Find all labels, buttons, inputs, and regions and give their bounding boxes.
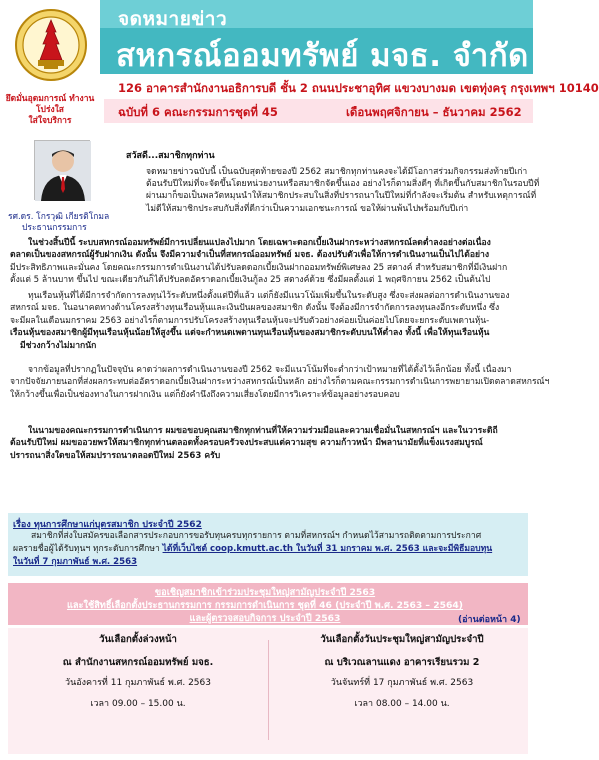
p1-line: จดหมายข่าวฉบับนี้ เป็นฉบับสุดท้ายของปี 2562 สมาชิกทุกท่านคงจะได้มีโอกาสร่วมกิจกรรมส่งท้ายปีเก่า bbox=[146, 167, 528, 177]
p2-line: ตั้งแต่ 5 ล้านบาท ขึ้นไป ขณะเดียวกันก็ได้ปรับลดอัตราดอกเบี้ยเงินกู้ลง 25 สตางค์ด้วย ซึ่งมีผลตั้งแต่ 1 พฤศจิกายน 2562 เป็นต้นไป bbox=[10, 275, 491, 286]
p4-line: จากข้อมูลที่ปรากฏในปัจจุบัน คาดว่าผลการดำเนินงานของปี 2562 จะมีแนวโน้มที่จะต่ำกว่าเป้าหมายที่ได้ตั้งไว้เล็กน้อย ทั้งนี้ เนื่องมา bbox=[28, 365, 512, 375]
scholarship-line-2 bbox=[13, 543, 523, 556]
p4-line: จากปัจจัยภายนอกที่ส่งผลกระทบต่ออัตราดอกเบี้ยเงินฝากระหว่างสหกรณ์เป็นหลัก อย่างไรก็ตามคณะกรรมการดำเนินการพยายามเปิดตลาดสหกรณ์ฯ bbox=[10, 377, 550, 388]
letter-greeting: สวัสดี...สมาชิกทุกท่าน bbox=[126, 151, 215, 161]
p4-line: ให้กว้างขึ้นเพื่อเป็นช่องทางในการฝากเงิน แต่ก็ยังคำนึงถึงความเสี่ยงโดยมีการวิเคราะห์ข้อมูลอย่างรอบคอบ bbox=[10, 389, 400, 400]
p3-line: มีช่วงกว้างไม่มากนัก bbox=[20, 340, 97, 351]
person-portrait-icon bbox=[35, 141, 91, 201]
scholarship-website-link[interactable]: ได้ที่เว็บไซต์ coop.kmutt.ac.th ในวันที่ 31 มกราคม พ.ศ. 2563 และจะมีพิธีมอบทุน bbox=[162, 544, 493, 554]
issue-number: ฉบับที่ 6 คณะกรรมการชุดที่ 45 bbox=[118, 105, 278, 119]
motto-line-1: ยึดมั่นอุดมการณ์ ทำงานโปร่งใส bbox=[5, 94, 95, 115]
motto-line-2: ใส่ใจบริการ bbox=[28, 116, 72, 126]
p1-line: ผ่านมาก็ขอเป็นพลวัตหมุนนำให้สมาชิกประสบในสิ่งที่ปรารถนาในปีใหม่ที่กำลังจะเริ่มต้น สำหรับเหตุการณ์ที่ bbox=[146, 191, 537, 202]
advance-vote-date: วันอังคารที่ 11 กุมภาพันธ์ พ.ศ. 2563 bbox=[65, 678, 211, 688]
advance-vote-place: ณ สำนักงานสหกรณ์ออมทรัพย์ มจธ. bbox=[62, 657, 214, 668]
advance-vote-column bbox=[18, 632, 258, 712]
p5-line: ปรารถนาสิ่งใดขอให้สมปรารถนาตลอดปีใหม่ 2563 ครับ bbox=[10, 450, 221, 461]
p5-line: ในนามของคณะกรรมการดำเนินการ ผมขอขอบคุณสมาชิกทุกท่านที่ให้ความร่วมมือและความเชื่อมั่นในสหกรณ์ฯ และในวาระดิถี bbox=[28, 426, 498, 436]
p1-line: ต้อนรับปีใหม่ที่จะจัดขึ้นโดยหน่วยงานหรือสมาชิกจัดขึ้นเอง อย่างไรก็ตามสิ่งดีๆ ที่เกิดขึ้นกับสมาชิกในรอบปีที่ bbox=[146, 179, 540, 189]
p3-line: สหกรณ์ มจธ. ในอนาคตทางด้านโครงสร้างทุนเรือนหุ้นและเงินปันผลของสมาชิก ดังนั้น จึงต้องมีการจำกัดการลงทุนลงอีกระดับหนึ่ง ซึ่ง bbox=[10, 303, 500, 314]
p3-line: จะมีผลในเดือนมกราคม 2563 อย่างไรก็ตามการปรับโครงสร้างทุนเรือนหุ้นจะปรับตัวอย่างค่อยเป็นค่อยไปโดยจะยกระดับเพดานหุ้น- bbox=[10, 315, 490, 326]
chairman-role: ประธานกรรมการ bbox=[22, 223, 87, 233]
chairman-photo bbox=[34, 140, 90, 200]
scholarship-line-3: ในวันที่ 7 กุมภาพันธ์ พ.ศ. 2563 bbox=[13, 557, 138, 567]
meeting-day-title: วันเลือกตั้งวันประชุมใหญ่สามัญประจำปี bbox=[320, 634, 484, 645]
letter-paragraph-5 bbox=[10, 425, 530, 462]
meeting-invite-text bbox=[40, 586, 490, 625]
letter-paragraph-1-cont bbox=[146, 178, 540, 215]
invite-line-3: และผู้ตรวจสอบกิจการ ประจำปี 2563 bbox=[189, 613, 341, 624]
p2-line: ตลาดเป็นของสหกรณ์ผู้รับฝากเงิน ดังนั้น จึงมีความจำเป็นที่สหกรณ์ออมทรัพย์ มจธ. ต้องปรับตัวเพื่อให้การดำเนินงานเป็นไปได้อย่าง bbox=[10, 250, 490, 261]
chairman-caption bbox=[8, 212, 120, 234]
letter-paragraph-2 bbox=[10, 237, 530, 287]
coop-motto bbox=[2, 94, 98, 127]
coop-address: 126 อาคารสำนักงานอธิการบดี ชั้น 2 ถนนประชาอุทิศ แขวงบางมด เขตทุ่งครุ กรุงเทพฯ 10140 bbox=[118, 81, 599, 95]
continued-note: (อ่านต่อหน้า 4) bbox=[458, 615, 521, 625]
scholarship-text bbox=[13, 530, 523, 569]
meeting-day-column bbox=[282, 632, 522, 712]
meeting-day-time: เวลา 08.00 – 14.00 น. bbox=[354, 699, 450, 709]
p2-line: ในช่วงสิ้นปีนี้ ระบบสหกรณ์ออมทรัพย์มีการเปลี่ยนแปลงไปมาก โดยเฉพาะดอกเบี้ยเงินฝากระหว่างสหกรณ์ลดต่ำลงอย่างต่อเนื่อง bbox=[28, 238, 491, 248]
letter-paragraph-3 bbox=[10, 290, 530, 352]
advance-vote-time: เวลา 09.00 – 15.00 น. bbox=[90, 699, 186, 709]
p2-line: มีประสิทธิภาพและมั่นคง โดยคณะกรรมการดำเนินงานได้ปรับลดดอกเบี้ยเงินฝากออมทรัพย์พิเศษลง 25 สตางค์ สำหรับสมาชิกที่มีเงินฝาก bbox=[10, 262, 508, 273]
newsletter-title: จดหมายข่าว bbox=[118, 8, 228, 30]
invite-line-2: และใช้สิทธิ์เลือกตั้งประธานกรรมการ กรรมการดำเนินการ ชุดที่ 46 (ประจำปี พ.ศ. 2563 – 2564) bbox=[66, 600, 463, 611]
p3-line: ทุนเรือนหุ้นที่ได้มีการจำกัดการลงทุนไว้ระดับหนึ่งตั้งแต่ปีที่แล้ว แต่ก็ยังมีแนวโน้มเพิ่มขึ้นในระดับสูง ซึ่งจะส่งผลต่อการดำเนินงานของ bbox=[28, 291, 510, 301]
letter-paragraph-4 bbox=[10, 364, 550, 401]
scholarship-line-1: สมาชิกที่ส่งใบสมัครขอเลือกสารประกอบการขอรับทุนครบทุกรายการ ตามที่สหกรณ์ฯ กำหนดไว้สามารถติดตามการประกาศ bbox=[31, 531, 482, 541]
column-divider bbox=[268, 640, 269, 740]
scholarship-line-2-a: ผลรายชื่อผู้ได้รับทุนฯ ทุกระดับการศึกษา bbox=[13, 544, 163, 554]
p5-line: ต้อนรับปีใหม่ ผมขออวยพรให้สมาชิกทุกท่านตลอดทั้งครอบครัวจงประสบแต่ความสุข ความก้าวหน้า มีพลานามัยที่แข็งแรงสมบูรณ์ bbox=[10, 438, 483, 449]
issue-date: เดือนพฤศจิกายน – ธันวาคม 2562 bbox=[346, 105, 522, 119]
p1-line: ไม่ดีให้สมาชิกประสบกับสิ่งที่ดีกว่าเป็นความเอกชนะการณ์ ขอให้ผ่านพ้นไปพร้อมกับปีเก่า bbox=[146, 203, 469, 214]
meeting-day-date: วันจันทร์ที่ 17 กุมภาพันธ์ พ.ศ. 2563 bbox=[330, 678, 474, 688]
p3-line: เรือนหุ้นของสมาชิกผู้มีทุนเรือนหุ้นน้อยให้สูงขึ้น แต่จะกำหนดเพดานทุนเรือนหุ้นของสมาชิกระดับบนให้ต่ำลง ทั้งนี้ เพื่อให้ทุนเรือนหุ้น bbox=[10, 328, 490, 339]
invite-line-1: ขอเชิญสมาชิกเข้าร่วมประชุมใหญ่สามัญประจำปี 2563 bbox=[154, 587, 376, 598]
meeting-day-place: ณ บริเวณลานแดง อาคารเรียนรวม 2 bbox=[324, 657, 480, 668]
advance-vote-title: วันเลือกตั้งล่วงหน้า bbox=[99, 634, 177, 645]
chairman-name: รศ.ดร. โกรวุฒิ เกียรติโกมล bbox=[8, 212, 110, 222]
coop-name: สหกรณ์ออมทรัพย์ มจธ. จำกัด bbox=[116, 38, 529, 74]
letter-paragraph-1 bbox=[126, 166, 526, 178]
scholarship-title: เรื่อง ทุนการศึกษาแก่บุตรสมาชิก ประจำปี 2562 bbox=[13, 520, 202, 530]
coop-seal-logo bbox=[14, 8, 88, 82]
